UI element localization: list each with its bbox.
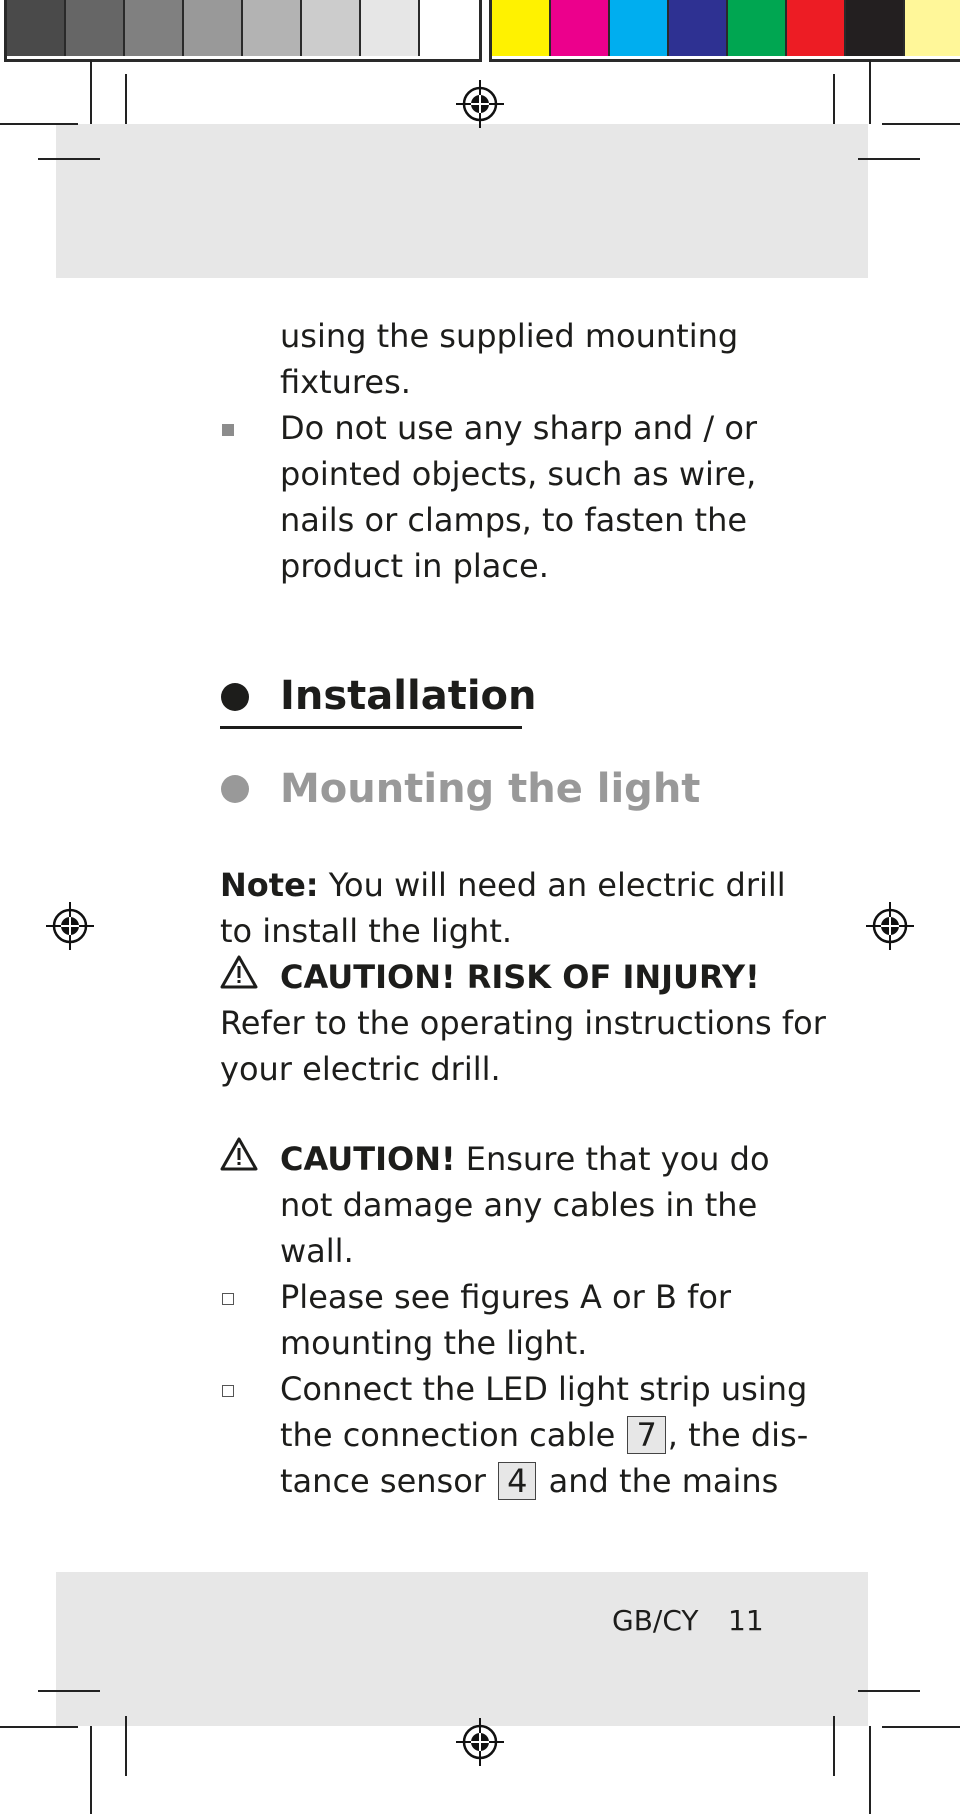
- part-reference: 4: [498, 1462, 536, 1500]
- caution-text: Ensure that you do: [455, 1140, 770, 1178]
- color-swatch: [7, 0, 66, 56]
- footer-region-label: GB/CY: [612, 1604, 699, 1637]
- crop-mark: [125, 1716, 127, 1776]
- paragraph-line: using the supplied mounting: [280, 317, 739, 355]
- crop-mark: [0, 1726, 78, 1728]
- caution-line: not damage any cables in the: [280, 1186, 758, 1224]
- grayscale-calibration-bar: [4, 0, 482, 62]
- bullet-line: nails or clamps, to fasten the: [280, 501, 748, 539]
- registration-mark-icon: [456, 80, 504, 128]
- crop-mark: [125, 74, 127, 124]
- bullet-line: product in place.: [280, 547, 549, 585]
- caution-line: Refer to the operating instructions for: [220, 1004, 826, 1042]
- note-line: to install the light.: [220, 912, 513, 950]
- registration-mark-icon: [866, 902, 914, 950]
- color-swatch: [492, 0, 551, 56]
- part-reference: 7: [627, 1416, 665, 1454]
- caution-line: wall.: [280, 1232, 354, 1270]
- color-swatch: [420, 0, 479, 56]
- color-swatch: [66, 0, 125, 56]
- crop-mark: [882, 123, 960, 125]
- caution-label: CAUTION!: [280, 1140, 456, 1178]
- bullet-line: Do not use any sharp and / or: [280, 409, 758, 447]
- crop-mark: [0, 123, 78, 125]
- color-swatch: [669, 0, 728, 56]
- page-number: 11: [728, 1604, 764, 1637]
- step-text: the connection cable: [280, 1416, 626, 1454]
- crop-mark: [869, 1726, 871, 1814]
- caution-line: [280, 1136, 770, 1182]
- subsection-heading: Mounting the light: [280, 766, 701, 812]
- note-text: You will need an electric drill: [318, 866, 786, 904]
- step-line: Connect the LED light strip using: [280, 1370, 808, 1408]
- bullet-dot-icon: [221, 775, 249, 803]
- color-swatch: [551, 0, 610, 56]
- paragraph-line: fixtures.: [280, 363, 411, 401]
- crop-mark: [869, 60, 871, 124]
- section-heading: Installation: [280, 673, 537, 719]
- step-text: , the dis-: [667, 1416, 809, 1454]
- footer-panel: [56, 1572, 868, 1726]
- color-swatch: [905, 0, 960, 56]
- color-swatch: [361, 0, 420, 56]
- registration-mark-icon: [46, 902, 94, 950]
- caution-heading: CAUTION! RISK OF INJURY!: [280, 958, 760, 996]
- crop-mark: [833, 74, 835, 124]
- step-line: [280, 1412, 808, 1458]
- note-line: [220, 862, 786, 908]
- crop-mark: [882, 1726, 960, 1728]
- color-swatch: [302, 0, 361, 56]
- color-swatch: [125, 0, 184, 56]
- bullet-square-icon: [222, 424, 234, 436]
- caution-line: your electric drill.: [220, 1050, 501, 1088]
- step-text: and the mains: [538, 1462, 779, 1500]
- color-swatch: [610, 0, 669, 56]
- warning-triangle-icon: [219, 1136, 259, 1172]
- crop-mark: [858, 1690, 920, 1692]
- color-swatch: [243, 0, 302, 56]
- warning-triangle-icon: [219, 954, 259, 990]
- step-line: [280, 1458, 778, 1504]
- heading-underline: [220, 726, 522, 729]
- crop-mark: [858, 158, 920, 160]
- crop-mark: [38, 1690, 100, 1692]
- crop-mark: [38, 158, 100, 160]
- checkbox-bullet-icon: [222, 1293, 234, 1305]
- note-label: Note:: [220, 866, 319, 904]
- registration-mark-icon: [456, 1718, 504, 1766]
- bullet-line: pointed objects, such as wire,: [280, 455, 757, 493]
- checkbox-bullet-icon: [222, 1385, 234, 1397]
- crop-mark: [833, 1716, 835, 1776]
- color-swatch: [787, 0, 846, 56]
- color-swatch: [184, 0, 243, 56]
- step-text: tance sensor: [280, 1462, 497, 1500]
- color-swatch: [728, 0, 787, 56]
- crop-mark: [90, 60, 92, 124]
- color-calibration-bar: [489, 0, 960, 62]
- color-swatch: [846, 0, 905, 56]
- step-line: mounting the light.: [280, 1324, 588, 1362]
- bullet-dot-icon: [221, 683, 249, 711]
- header-panel: [56, 124, 868, 278]
- step-line: Please see figures A or B for: [280, 1278, 732, 1316]
- crop-mark: [90, 1726, 92, 1814]
